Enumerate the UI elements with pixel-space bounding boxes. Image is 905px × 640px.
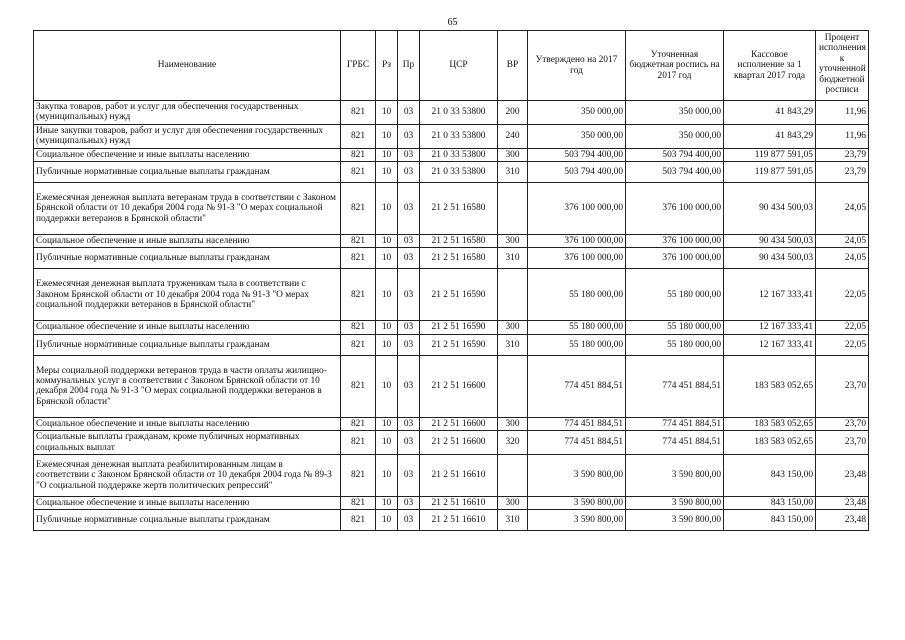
table-row [34, 497, 869, 510]
row-cash: 843 150,00 [724, 510, 816, 531]
row-name: Социальное обеспечение и иные выплаты населению [34, 321, 341, 334]
row-csr: 21 2 51 16590 [420, 269, 498, 321]
row-rz: 10 [376, 101, 398, 125]
table-row [34, 455, 869, 497]
row-rz: 10 [376, 235, 398, 248]
row-vr [498, 183, 528, 235]
row-vr: 310 [498, 248, 528, 269]
table-row [34, 162, 869, 183]
row-pr: 03 [398, 124, 420, 148]
row-pr: 03 [398, 355, 420, 417]
header-percent: Процент исполнения к уточненной бюджетной росписи [816, 31, 869, 101]
row-percent: 22,05 [816, 321, 869, 334]
row-csr: 21 2 51 16600 [420, 355, 498, 417]
row-approved: 376 100 000,00 [528, 235, 626, 248]
row-refined: 3 590 800,00 [626, 455, 724, 497]
row-name: Ежемесячная денежная выплата реабилитированным лицам в соответствии с Законом Брянской области от 10 декабря 2004 года № 89-З "О социальной поддержке жертв политических репрессий" [34, 455, 341, 497]
row-pr: 03 [398, 431, 420, 455]
row-name: Социальное обеспечение и иные выплаты населению [34, 148, 341, 161]
header-rz: Рз [376, 31, 398, 101]
row-approved: 3 590 800,00 [528, 497, 626, 510]
row-grbs: 821 [341, 431, 376, 455]
table-row [34, 417, 869, 430]
row-grbs: 821 [341, 497, 376, 510]
row-percent: 23,79 [816, 148, 869, 161]
row-vr: 300 [498, 148, 528, 161]
table-row [34, 124, 869, 148]
row-pr: 03 [398, 148, 420, 161]
row-refined: 376 100 000,00 [626, 248, 724, 269]
row-csr: 21 2 51 16600 [420, 417, 498, 430]
row-rz: 10 [376, 183, 398, 235]
row-vr: 300 [498, 417, 528, 430]
row-percent: 23,70 [816, 355, 869, 417]
row-approved: 55 180 000,00 [528, 321, 626, 334]
row-grbs: 821 [341, 101, 376, 125]
row-approved: 774 451 884,51 [528, 431, 626, 455]
table-row [34, 321, 869, 334]
row-refined: 774 451 884,51 [626, 417, 724, 430]
row-refined: 3 590 800,00 [626, 497, 724, 510]
row-cash: 12 167 333,41 [724, 321, 816, 334]
row-cash: 843 150,00 [724, 455, 816, 497]
table-body [34, 101, 869, 531]
row-name: Иные закупки товаров, работ и услуг для обеспечения государственных (муниципальных) нужд [34, 124, 341, 148]
row-name: Социальное обеспечение и иные выплаты населению [34, 497, 341, 510]
row-grbs: 821 [341, 183, 376, 235]
row-grbs: 821 [341, 148, 376, 161]
table-row [34, 183, 869, 235]
row-cash: 119 877 591,05 [724, 162, 816, 183]
row-cash: 843 150,00 [724, 497, 816, 510]
row-csr: 21 0 33 53800 [420, 101, 498, 125]
row-vr: 310 [498, 162, 528, 183]
row-grbs: 821 [341, 417, 376, 430]
row-rz: 10 [376, 355, 398, 417]
row-approved: 350 000,00 [528, 124, 626, 148]
row-pr: 03 [398, 455, 420, 497]
row-cash: 183 583 052,65 [724, 431, 816, 455]
row-grbs: 821 [341, 510, 376, 531]
row-approved: 3 590 800,00 [528, 510, 626, 531]
row-csr: 21 0 33 53800 [420, 124, 498, 148]
row-cash: 90 434 500,03 [724, 183, 816, 235]
row-vr: 320 [498, 431, 528, 455]
row-csr: 21 2 51 16580 [420, 248, 498, 269]
row-cash: 41 843,29 [724, 101, 816, 125]
row-name: Ежемесячная денежная выплата ветеранам труда в соответствии с Законом Брянской области от 10 декабря 2004 года № 91-З "О мерах социальной поддержки ветеранов в Брянской области" [34, 183, 341, 235]
row-pr: 03 [398, 183, 420, 235]
row-percent: 11,96 [816, 101, 869, 125]
row-percent: 23,48 [816, 497, 869, 510]
row-name: Социальные выплаты гражданам, кроме публичных нормативных социальных выплат [34, 431, 341, 455]
row-rz: 10 [376, 124, 398, 148]
row-approved: 376 100 000,00 [528, 183, 626, 235]
row-grbs: 821 [341, 162, 376, 183]
row-percent: 11,96 [816, 124, 869, 148]
row-approved: 503 794 400,00 [528, 148, 626, 161]
row-vr [498, 355, 528, 417]
row-vr: 240 [498, 124, 528, 148]
table-row [34, 355, 869, 417]
table-row [34, 510, 869, 531]
row-percent: 24,05 [816, 248, 869, 269]
row-grbs: 821 [341, 455, 376, 497]
row-rz: 10 [376, 510, 398, 531]
row-cash: 41 843,29 [724, 124, 816, 148]
table-row [34, 334, 869, 355]
row-cash: 12 167 333,41 [724, 334, 816, 355]
row-name: Закупка товаров, работ и услуг для обеспечения государственных (муниципальных) нужд [34, 101, 341, 125]
row-approved: 376 100 000,00 [528, 248, 626, 269]
row-name: Публичные нормативные социальные выплаты гражданам [34, 510, 341, 531]
header-cash: Кассовое исполнение за 1 квартал 2017 года [724, 31, 816, 101]
row-csr: 21 2 51 16580 [420, 183, 498, 235]
row-cash: 12 167 333,41 [724, 269, 816, 321]
row-grbs: 821 [341, 321, 376, 334]
row-percent: 23,79 [816, 162, 869, 183]
row-rz: 10 [376, 334, 398, 355]
row-refined: 55 180 000,00 [626, 269, 724, 321]
row-refined: 503 794 400,00 [626, 162, 724, 183]
row-grbs: 821 [341, 355, 376, 417]
row-rz: 10 [376, 431, 398, 455]
row-refined: 350 000,00 [626, 101, 724, 125]
row-grbs: 821 [341, 269, 376, 321]
row-name: Ежемесячная денежная выплата труженикам тыла в соответствии с Законом Брянской области от 10 декабря 2004 года № 91-З "О мерах социальной поддержки ветеранов в Брянской области" [34, 269, 341, 321]
row-rz: 10 [376, 417, 398, 430]
row-approved: 350 000,00 [528, 101, 626, 125]
row-csr: 21 2 51 16580 [420, 235, 498, 248]
row-approved: 55 180 000,00 [528, 334, 626, 355]
row-vr: 300 [498, 321, 528, 334]
row-pr: 03 [398, 101, 420, 125]
row-refined: 350 000,00 [626, 124, 724, 148]
row-name: Меры социальной поддержки ветеранов труда в части оплаты жилищно-коммунальных услуг в соответствии с Законом Брянской области от 10 декабря 2004 года № 91-З "О мерах социальной поддержки ветеранов в Брянской области" [34, 355, 341, 417]
row-refined: 774 451 884,51 [626, 355, 724, 417]
row-cash: 119 877 591,05 [724, 148, 816, 161]
header-grbs: ГРБС [341, 31, 376, 101]
row-name: Публичные нормативные социальные выплаты гражданам [34, 334, 341, 355]
budget-table [33, 30, 869, 531]
row-cash: 90 434 500,03 [724, 248, 816, 269]
row-rz: 10 [376, 455, 398, 497]
row-grbs: 821 [341, 235, 376, 248]
row-cash: 183 583 052,65 [724, 355, 816, 417]
row-csr: 21 2 51 16590 [420, 321, 498, 334]
row-csr: 21 2 51 16610 [420, 455, 498, 497]
table-row [34, 148, 869, 161]
row-pr: 03 [398, 269, 420, 321]
row-refined: 3 590 800,00 [626, 510, 724, 531]
row-percent: 23,48 [816, 455, 869, 497]
table-row [34, 235, 869, 248]
row-pr: 03 [398, 235, 420, 248]
table-row [34, 269, 869, 321]
row-percent: 24,05 [816, 183, 869, 235]
row-approved: 774 451 884,51 [528, 355, 626, 417]
row-cash: 183 583 052,65 [724, 417, 816, 430]
row-vr: 300 [498, 235, 528, 248]
row-csr: 21 2 51 16610 [420, 510, 498, 531]
row-percent: 23,70 [816, 417, 869, 430]
row-grbs: 821 [341, 248, 376, 269]
row-percent: 24,05 [816, 235, 869, 248]
row-rz: 10 [376, 148, 398, 161]
row-vr: 310 [498, 510, 528, 531]
table-row [34, 101, 869, 125]
row-csr: 21 0 33 53800 [420, 162, 498, 183]
row-vr: 310 [498, 334, 528, 355]
row-percent: 23,70 [816, 431, 869, 455]
row-pr: 03 [398, 321, 420, 334]
header-name: Наименование [34, 31, 341, 101]
row-rz: 10 [376, 321, 398, 334]
row-vr: 200 [498, 101, 528, 125]
row-vr [498, 269, 528, 321]
row-rz: 10 [376, 248, 398, 269]
row-rz: 10 [376, 162, 398, 183]
row-name: Социальное обеспечение и иные выплаты населению [34, 235, 341, 248]
row-grbs: 821 [341, 334, 376, 355]
row-rz: 10 [376, 269, 398, 321]
row-grbs: 821 [341, 124, 376, 148]
row-name: Публичные нормативные социальные выплаты гражданам [34, 162, 341, 183]
row-csr: 21 2 51 16610 [420, 497, 498, 510]
header-csr: ЦСР [420, 31, 498, 101]
row-refined: 376 100 000,00 [626, 235, 724, 248]
row-refined: 55 180 000,00 [626, 321, 724, 334]
row-percent: 22,05 [816, 334, 869, 355]
row-vr [498, 455, 528, 497]
header-refined: Уточненная бюджетная роспись на 2017 год [626, 31, 724, 101]
row-csr: 21 2 51 16590 [420, 334, 498, 355]
row-vr: 300 [498, 497, 528, 510]
header-approved: Утверждено на 2017 год [528, 31, 626, 101]
row-pr: 03 [398, 497, 420, 510]
row-refined: 774 451 884,51 [626, 431, 724, 455]
row-approved: 3 590 800,00 [528, 455, 626, 497]
row-cash: 90 434 500,03 [724, 235, 816, 248]
table-header-row [34, 31, 869, 101]
row-approved: 503 794 400,00 [528, 162, 626, 183]
page-number: 65 [447, 17, 458, 28]
row-approved: 774 451 884,51 [528, 417, 626, 430]
row-csr: 21 2 51 16600 [420, 431, 498, 455]
table-row [34, 431, 869, 455]
row-rz: 10 [376, 497, 398, 510]
row-approved: 55 180 000,00 [528, 269, 626, 321]
row-percent: 22,05 [816, 269, 869, 321]
row-pr: 03 [398, 162, 420, 183]
header-vr: ВР [498, 31, 528, 101]
row-refined: 503 794 400,00 [626, 148, 724, 161]
row-pr: 03 [398, 334, 420, 355]
table-row [34, 248, 869, 269]
row-percent: 23,48 [816, 510, 869, 531]
row-refined: 55 180 000,00 [626, 334, 724, 355]
row-csr: 21 0 33 53800 [420, 148, 498, 161]
row-pr: 03 [398, 248, 420, 269]
row-name: Публичные нормативные социальные выплаты гражданам [34, 248, 341, 269]
row-name: Социальное обеспечение и иные выплаты населению [34, 417, 341, 430]
row-pr: 03 [398, 417, 420, 430]
row-refined: 376 100 000,00 [626, 183, 724, 235]
header-pr: Пр [398, 31, 420, 101]
row-pr: 03 [398, 510, 420, 531]
